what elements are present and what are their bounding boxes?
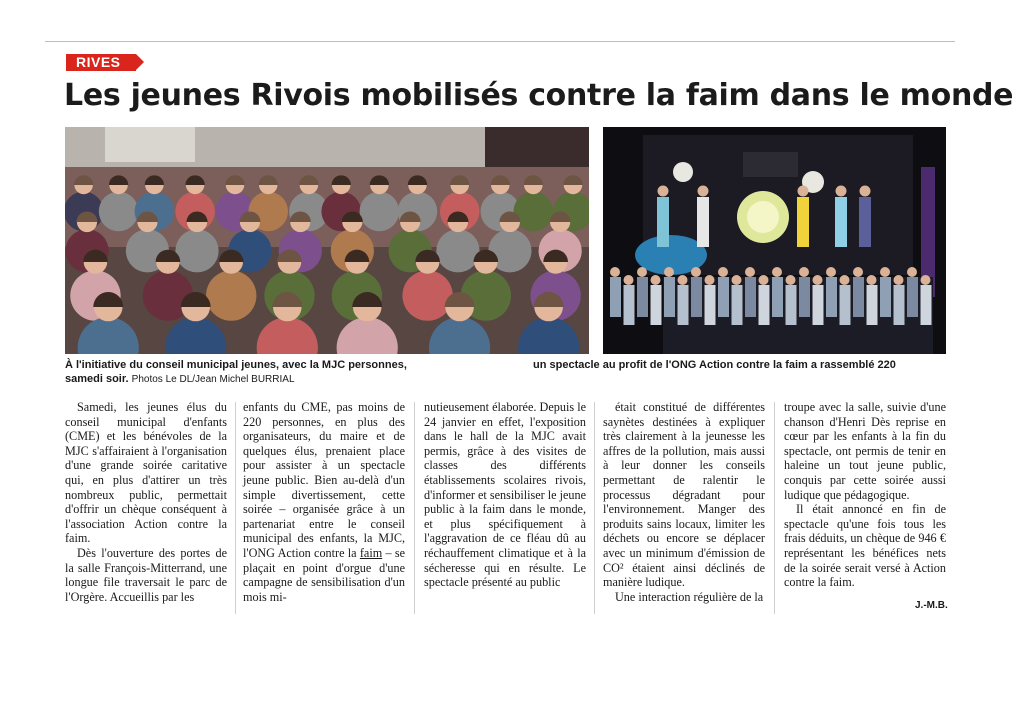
column-divider [774,402,775,614]
audience-photo [65,127,589,354]
paragraph: Une interaction régulière de la [615,589,764,604]
column-divider [414,402,415,614]
paragraph: troupe avec la salle, suivie d'une chanson d'Henri Dès reprise en cœur par les enfants à la fin du spectacle, ont permis de tenir en haleine un tout jeune public, conquis par cette soirée aussi ludique que pédagogique. [784,400,946,502]
article-headline: Les jeunes Rivois mobilisés contre la faim dans le monde [64,78,1014,113]
underlined-word: faim [359,545,383,560]
top-rule [45,41,955,42]
paragraph: Samedi, les jeunes élus du conseil municipal d'enfants (CME) et les bénévoles de la MJC s'affairaient à l'organisation d'une grande soirée caritative qui, en plus d'attirer un très nombreux public, permettait d'offrir un chèque conséquent à l'association Action contre la faim. [65,400,227,546]
section-tag: RIVES [66,54,136,71]
text-run: enfants du CME, pas moins de 220 personnes, en plus des organisateurs, du maire et de quelques élus, prenaient place pour assister à un spectacle jeune public. Bien au-delà d'un simple divertissement, cette soirée – organisée grâce à un partenariat entre le conseil municipal des enfants, la MJC, l'ONG Action contre la [243,400,405,560]
article-column-3 [424,400,586,590]
paragraph: nutieusement élaborée. Depuis le 24 janvier en effet, l'exposition dans le hall de la MJC avait permis, grâce à des visites de classes des différents établissements scolaires rivois, d'informer et sensibiliser le jeune public à la faim dans le monde, et plus spécifiquement à l'aggravation de ce fléau dû au réchauffement climatique et à la sécheresse qui en résulte. Le spectacle présenté au public [424,400,586,590]
stage-photo-caption: un spectacle au profit de l'ONG Action contre la faim a rassemblé 220 [533,359,896,371]
stage-photo [603,127,946,354]
audience-photo-caption [65,358,425,387]
author-signature: J.-M.B. [915,600,948,611]
caption-text: À l'initiative du conseil municipal jeunes, avec la MJC personnes, samedi soir. [65,359,407,385]
column-divider [594,402,595,614]
paragraph: Dès l'ouverture des portes de la salle François-Mitterrand, une longue file traversait le parc de l'Orgère. Accueillis par les [65,545,227,604]
text-run: – se plaçait en point d'orgue d'une campagne de sensibilisation d'un mois mi- [243,545,406,604]
article-column-4 [603,400,765,604]
paragraph: était constitué de différentes saynètes destinées à expliquer très clairement à la jeunesse les affres de la pollution, mais aussi à leur donner les conseils permettant de ralentir le processus dégradant pour l'environnement. Manger des produits sains locaux, limiter les déchets ou encore se déplacer avec un minimum d'émission de CO² étaient ainsi déclinés de manière ludique. [603,400,765,590]
paragraph [243,400,405,604]
article-column-5 [784,400,946,590]
article-column-1 [65,400,227,604]
photo-credit: Photos Le DL/Jean Michel BURRIAL [131,374,295,385]
column-divider [235,402,236,614]
paragraph: Il était annoncé en fin de spectacle qu'une fois tous les frais déduits, un chèque de 946 € représentant les bénéfices nets de la soirée serait versé à Action contre la faim. [784,502,946,590]
article-column-2 [243,400,405,604]
